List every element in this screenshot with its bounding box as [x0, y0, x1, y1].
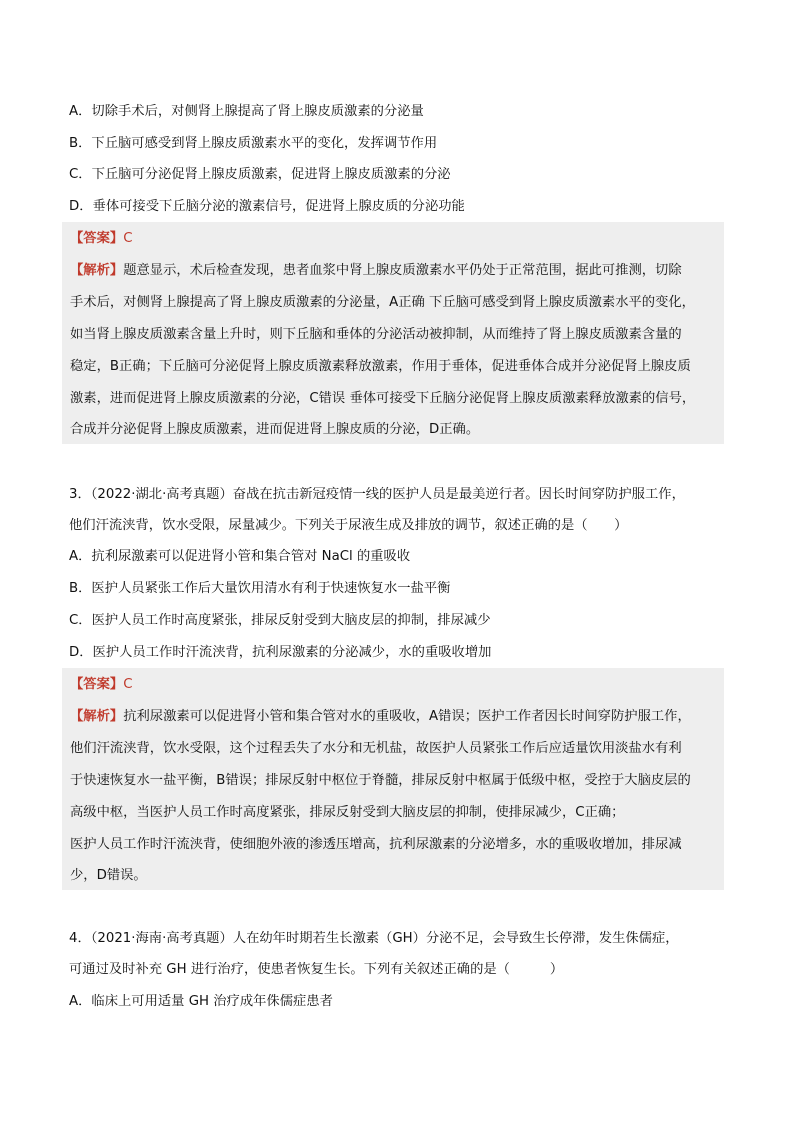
q2-analysis-text-1: 题意显示，术后检查发现，患者血浆中肾上腺皮质激素水平仍处于正常范围，据此可推测，切除	[123, 263, 682, 278]
q3-option-b: B．医护人员紧张工作后大量饮用清水有利于快速恢复水一盐平衡	[69, 581, 451, 596]
q3-stem-line-2: 他们汗流浃背，饮水受限，尿量减少。下列关于尿液生成及排放的调节，叙述正确的是（ ）	[69, 518, 628, 533]
q2-option-c: C．下丘脑可分泌促肾上腺皮质激素，促进肾上腺皮质激素的分泌	[69, 167, 451, 182]
q3-answer-value: C	[123, 677, 133, 692]
q2-analysis-line-3: 如当肾上腺皮质激素含量上升时，则下丘脑和垂体的分泌活动被抑制，从而维持了肾上腺皮质激素含量的	[70, 327, 682, 342]
q2-analysis-line-6: 合成并分泌促肾上腺皮质激素，进而促进肾上腺皮质的分泌，D正确。	[70, 422, 480, 437]
q3-stem-line-1: 3．（2022·湖北·高考真题）奋战在抗击新冠疫情一线的医护人员是最美逆行者。因长时间穿防护服工作，	[69, 487, 685, 502]
q3-answer-line	[70, 675, 720, 695]
q4-option-a: A．临床上可用适量 GH 治疗成年侏儒症患者	[69, 994, 333, 1009]
q2-answer-value: C	[123, 231, 133, 246]
q2-answer-line	[70, 229, 720, 249]
q2-option-d: D．垂体可接受下丘脑分泌的激素信号，促进肾上腺皮质的分泌功能	[69, 199, 465, 214]
q3-analysis-text-1: 抗利尿激素可以促进肾小管和集合管对水的重吸收，A错误；医护工作者因长时间穿防护服工作，	[123, 709, 691, 724]
q4-stem-line-1: 4．（2021·海南·高考真题）人在幼年时期若生长激素（GH）分泌不足，会导致生长停滞，发生侏儒症，	[69, 931, 679, 946]
q2-answer-tag: 【答案】	[70, 231, 124, 246]
q2-option-b: B．下丘脑可感受到肾上腺皮质激素水平的变化，发挥调节作用	[69, 136, 438, 151]
q3-analysis-tag: 【解析】	[70, 709, 124, 724]
q2-analysis-line-2: 手术后，对侧肾上腺提高了肾上腺皮质激素的分泌量，A正确 下丘脑可感受到肾上腺皮质激素水平的变化，	[70, 295, 695, 310]
q3-option-c: C．医护人员工作时高度紧张，排尿反射受到大脑皮层的抑制，排尿减少	[69, 613, 491, 628]
q2-analysis-line-5: 激素，进而促进肾上腺皮质激素的分泌，C错误 垂体可接受下丘脑分泌促肾上腺皮质激素释放激素的信号，	[70, 391, 696, 406]
q2-answer-box	[62, 222, 724, 444]
q3-analysis-line-4: 高级中枢，当医护人员工作时高度紧张，排尿反射受到大脑皮层的抑制，使排尿减少，C正确；	[70, 805, 625, 820]
q3-option-a: A．抗利尿激素可以促进肾小管和集合管对 NaCl 的重吸收	[69, 549, 411, 564]
q3-answer-tag: 【答案】	[70, 677, 124, 692]
q3-analysis-line-1	[70, 707, 720, 727]
q3-analysis-line-6: 少，D错误。	[70, 868, 147, 883]
q3-analysis-line-5: 医护人员工作时汗流浃背，使细胞外液的渗透压增高，抗利尿激素的分泌增多，水的重吸收增加，排尿减	[70, 837, 682, 852]
q2-analysis-line-1	[70, 261, 720, 281]
q2-analysis-line-4: 稳定，B正确；下丘脑可分泌促肾上腺皮质激素释放激素，作用于垂体，促进垂体合成并分泌促肾上腺皮质	[70, 359, 691, 374]
q3-analysis-line-3: 于快速恢复水一盐平衡，B错误；排尿反射中枢位于脊髓，排尿反射中枢属于低级中枢，受控于大脑皮层的	[70, 773, 691, 788]
q4-stem-line-2: 可通过及时补充 GH 进行治疗，使患者恢复生长。下列有关叙述正确的是（ ）	[69, 962, 564, 977]
q3-answer-box	[62, 668, 724, 890]
q3-option-d: D．医护人员工作时汗流浃背，抗利尿激素的分泌减少，水的重吸收增加	[69, 645, 492, 660]
q2-analysis-tag: 【解析】	[70, 263, 124, 278]
q2-option-a: A．切除手术后，对侧肾上腺提高了肾上腺皮质激素的分泌量	[69, 104, 424, 119]
q3-analysis-line-2: 他们汗流浃背，饮水受限，这个过程丢失了水分和无机盐，故医护人员紧张工作后应适量饮用淡盐水有利	[70, 741, 682, 756]
